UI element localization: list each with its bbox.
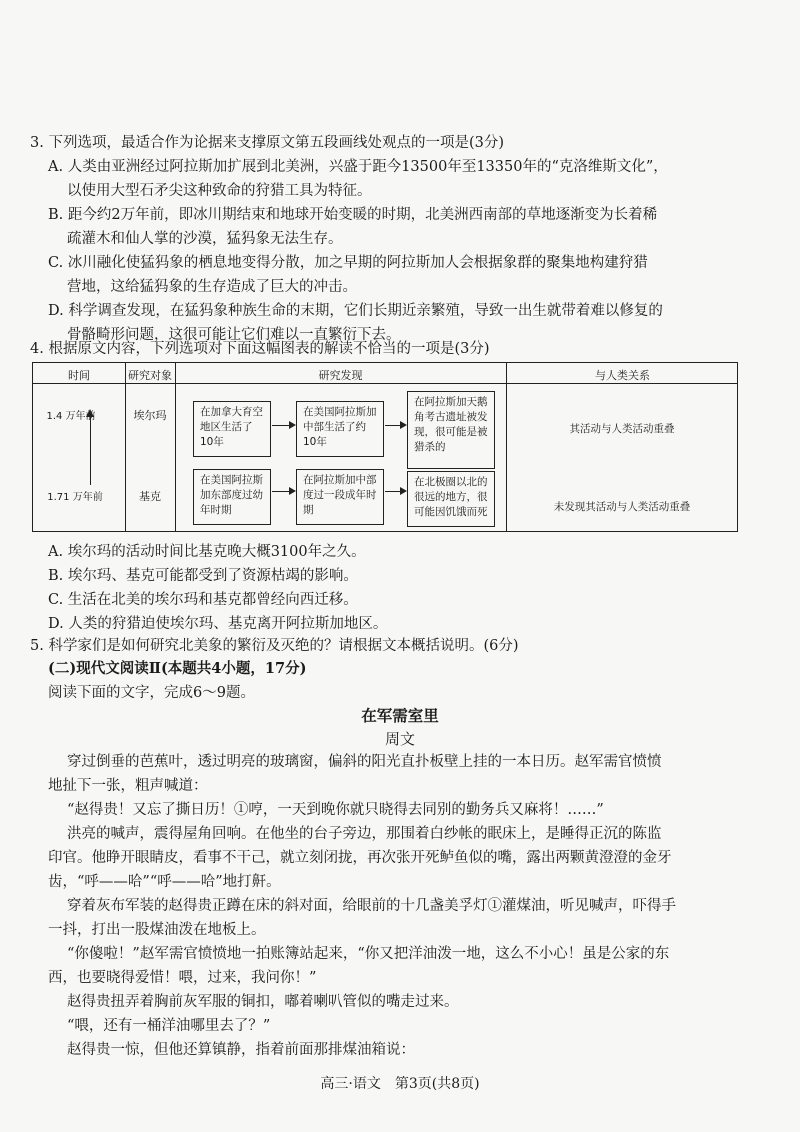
story-paragraph: 穿过倒垂的芭蕉叶，透过明亮的玻璃窗，偏斜的阳光直扑板壁上挂的一本日历。赵军需官愤愤 <box>67 754 662 770</box>
story-title: 在军需室里 <box>361 706 439 725</box>
q4-option-a: A. 埃尔玛的活动时间比基克晚大概3100年之久。 <box>48 544 366 560</box>
finding-kik-2: 在阿拉斯加中部度过一段成年时期 <box>296 469 384 525</box>
relation-elma: 其活动与人类活动重叠 <box>569 423 675 435</box>
story-paragraph-cont: 印官。他睁开眼睛皮，看事不干己，就立刻闭拢，再次张开死鲈鱼似的嘴，露出两颗黄澄澄的金牙 <box>48 850 672 866</box>
q3-option-d-cont: 骨骼畸形问题，这很可能让它们难以一直繁衍下去。 <box>67 327 401 343</box>
finding-elma-2: 在美国阿拉斯加中部生活了约10年 <box>296 401 384 457</box>
header-time: 时间 <box>68 369 90 382</box>
story-paragraph-cont: 齿，“呼——哈”“呼——哈”地打鼾。 <box>48 874 281 890</box>
q4-option-d: D. 人类的狩猎迫使埃尔玛、基克离开阿拉斯加地区。 <box>48 616 388 632</box>
time-top: 1.4 万年前 <box>46 411 96 422</box>
story-paragraph: 赵得贵扭弄着胸前灰军服的铜扣，嘟着喇叭管似的嘴走过来。 <box>67 994 459 1010</box>
q3-option-a: A. 人类由亚洲经过阿拉斯加扩展到北美洲，兴盛于距今13500年至13350年的“克洛维斯文化”， <box>48 159 668 175</box>
story-paragraph: “赵得贵！又忘了撕日历！①哼，一天到晚你就只晓得去同别的勤务兵又麻将！……” <box>67 802 604 818</box>
story-author: 周文 <box>384 730 415 748</box>
story-paragraph: “喂，还有一桶洋油哪里去了？” <box>67 1018 271 1034</box>
relation-kik: 未发现其活动与人类活动重叠 <box>553 501 691 513</box>
time-bottom: 1.71 万年前 <box>47 492 103 503</box>
q3-option-d: D. 科学调查发现，在猛犸象种族生命的末期，它们长期近亲繁殖，导致一出生就带着难以修复的 <box>48 303 663 319</box>
story-paragraph-cont: 西，也要晓得爱惜！喂，过来，我问你！” <box>48 970 317 986</box>
arrow-right-icon <box>385 491 405 492</box>
section-heading: (二)现代文阅读Ⅱ(本题共4小题，17分) <box>48 660 307 677</box>
q3-stem: 3. 下列选项，最适合作为论据来支撑原文第五段画线处观点的一项是(3分) <box>30 135 504 151</box>
research-table <box>32 362 738 532</box>
subject-elma: 埃尔玛 <box>133 409 167 422</box>
q3-option-b-cont: 疏灌木和仙人掌的沙漠，猛犸象无法生存。 <box>67 231 343 247</box>
q5-stem: 5. 科学家们是如何研究北美象的繁衍及灭绝的？请根据文本概括说明。(6分) <box>30 638 519 654</box>
header-subject: 研究对象 <box>128 369 172 382</box>
subject-kik: 基克 <box>139 490 161 503</box>
finding-elma-3: 在阿拉斯加天鹅角考古遗址被发现，很可能是被猎杀的 <box>407 391 495 469</box>
story-paragraph: 穿着灰布军装的赵得贵正蹲在床的斜对面，给眼前的十几盏美孚灯①灌煤油，听见喊声，吓得手 <box>67 898 676 914</box>
section-instruction: 阅读下面的文字，完成6～9题。 <box>48 685 255 701</box>
finding-kik-3: 在北极圈以北的很远的地方，很可能因饥饿而死 <box>407 471 495 527</box>
arrow-right-icon <box>272 425 294 426</box>
page-footer: 高三·语文 第3页(共8页) <box>320 1076 480 1092</box>
story-paragraph: 赵得贵一惊，但他还算镇静，指着前面那排煤油箱说： <box>67 1042 415 1058</box>
arrow-right-icon <box>385 425 405 426</box>
q3-option-c-cont: 营地，这给猛犸象的生存造成了巨大的冲击。 <box>67 279 357 295</box>
q4-option-c: C. 生活在北美的埃尔玛和基克都曾经向西迁移。 <box>48 592 358 608</box>
finding-kik-1: 在美国阿拉斯加东部度过幼年时期 <box>193 469 271 525</box>
story-paragraph-cont: 一抖，打出一股煤油泼在地板上。 <box>48 922 266 938</box>
header-relation: 与人类关系 <box>595 369 650 382</box>
q3-option-b: B. 距今约2万年前，即冰川期结束和地球开始变暖的时期，北美洲西南部的草地逐渐变为长着稀 <box>48 207 658 223</box>
time-arrow-icon <box>90 415 91 485</box>
arrow-right-icon <box>272 491 294 492</box>
q3-option-a-cont: 以使用大型石矛尖这种致命的狩猎工具为特征。 <box>67 183 372 199</box>
q3-option-c: C. 冰川融化使猛犸象的栖息地变得分散，加之早期的阿拉斯加人会根据象群的聚集地构建狩猎 <box>48 255 648 271</box>
q4-option-b: B. 埃尔玛、基克可能都受到了资源枯竭的影响。 <box>48 568 358 584</box>
q4-stem: 4. 根据原文内容，下列选项对下面这幅图表的解读不恰当的一项是(3分) <box>30 341 490 357</box>
story-paragraph: “你傻啦！”赵军需官愤愤地一拍账簿站起来，“你又把洋油泼一地，这么不小心！虽是公家的东 <box>67 946 670 962</box>
finding-elma-1: 在加拿大育空地区生活了10年 <box>193 401 271 457</box>
header-findings: 研究发现 <box>318 369 363 382</box>
story-paragraph-cont: 地扯下一张，粗声喊道： <box>48 778 208 794</box>
story-paragraph: 洪亮的喊声，震得屋角回响。在他坐的台子旁边，那围着白纱帐的眠床上，是睡得正沉的陈监 <box>67 826 662 842</box>
